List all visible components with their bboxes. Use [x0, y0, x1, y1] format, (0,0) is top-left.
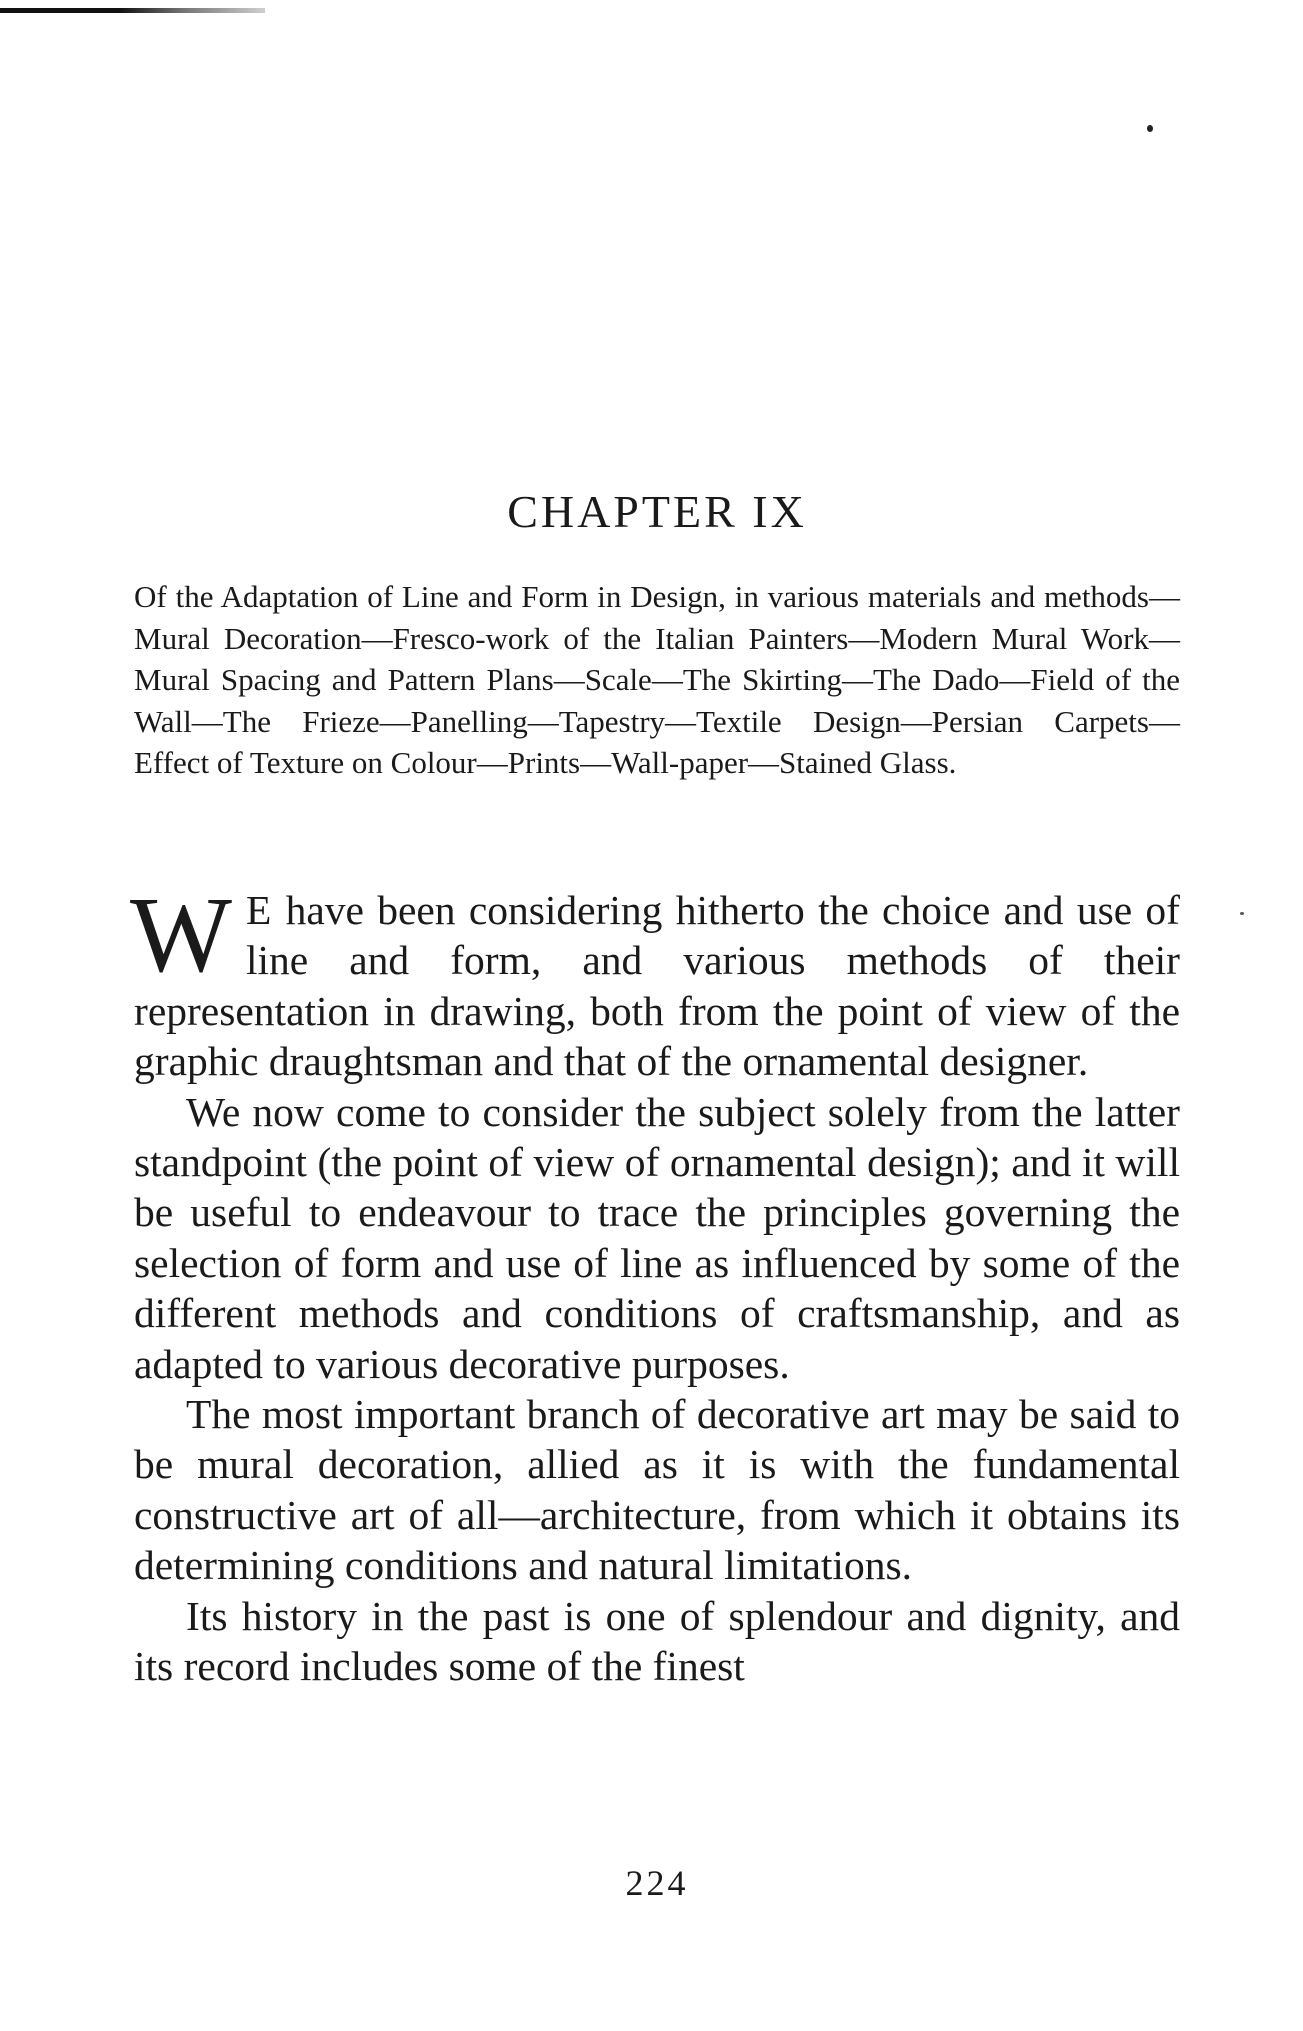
- body-text: [130, 876, 1180, 1692]
- paragraph-1: [130, 876, 1180, 1087]
- paragraph-1-text: have been considering hitherto the choice and use of line and form, and various methods of their representation in drawing, both from the point of view of the graphic draughtsman and that of the ornamental designer.: [134, 887, 1180, 1085]
- paragraph-3: The most important branch of decorative art may be said to be mural decoration, allied as it is with the fundamental constructive art of all—architecture, from which it obtains its determining conditions and natural limitations.: [134, 1391, 1180, 1589]
- ink-speck: [1147, 125, 1153, 132]
- page-number: 224: [625, 1863, 689, 1903]
- first-word-rest: E: [245, 887, 273, 933]
- chapter-summary: Of the Adaptation of Line and Form in Design, in various materials and methods—Mural Decoration—Fresco-work of the Italian Painters—Modern Mural Work—Mural Spacing and Pattern Plans—Scale—The Skirting—The Dado—Field of the Wall—The Frieze—Panelling—Tapestry—Textile Design—Persian Carpets—Effect of Texture on Colour—Prints—Wall-paper—Stained Glass.: [134, 579, 1180, 780]
- chapter-title: CHAPTER IX: [507, 486, 807, 537]
- ink-speck: [1240, 912, 1244, 915]
- scan-edge-mark: [0, 8, 265, 13]
- drop-cap: W: [130, 876, 232, 995]
- paragraph-2: We now come to consider the subject solely from the latter standpoint (the point of view of ornamental design); and it will be useful to endeavour to trace the principles governing the selection of form and use of line as influenced by some of the different methods and conditions of craftsmanship, and as adapted to various decorative purposes.: [134, 1088, 1180, 1387]
- paragraph-4: Its history in the past is one of splendour and dignity, and its record includes some of the finest: [134, 1592, 1180, 1690]
